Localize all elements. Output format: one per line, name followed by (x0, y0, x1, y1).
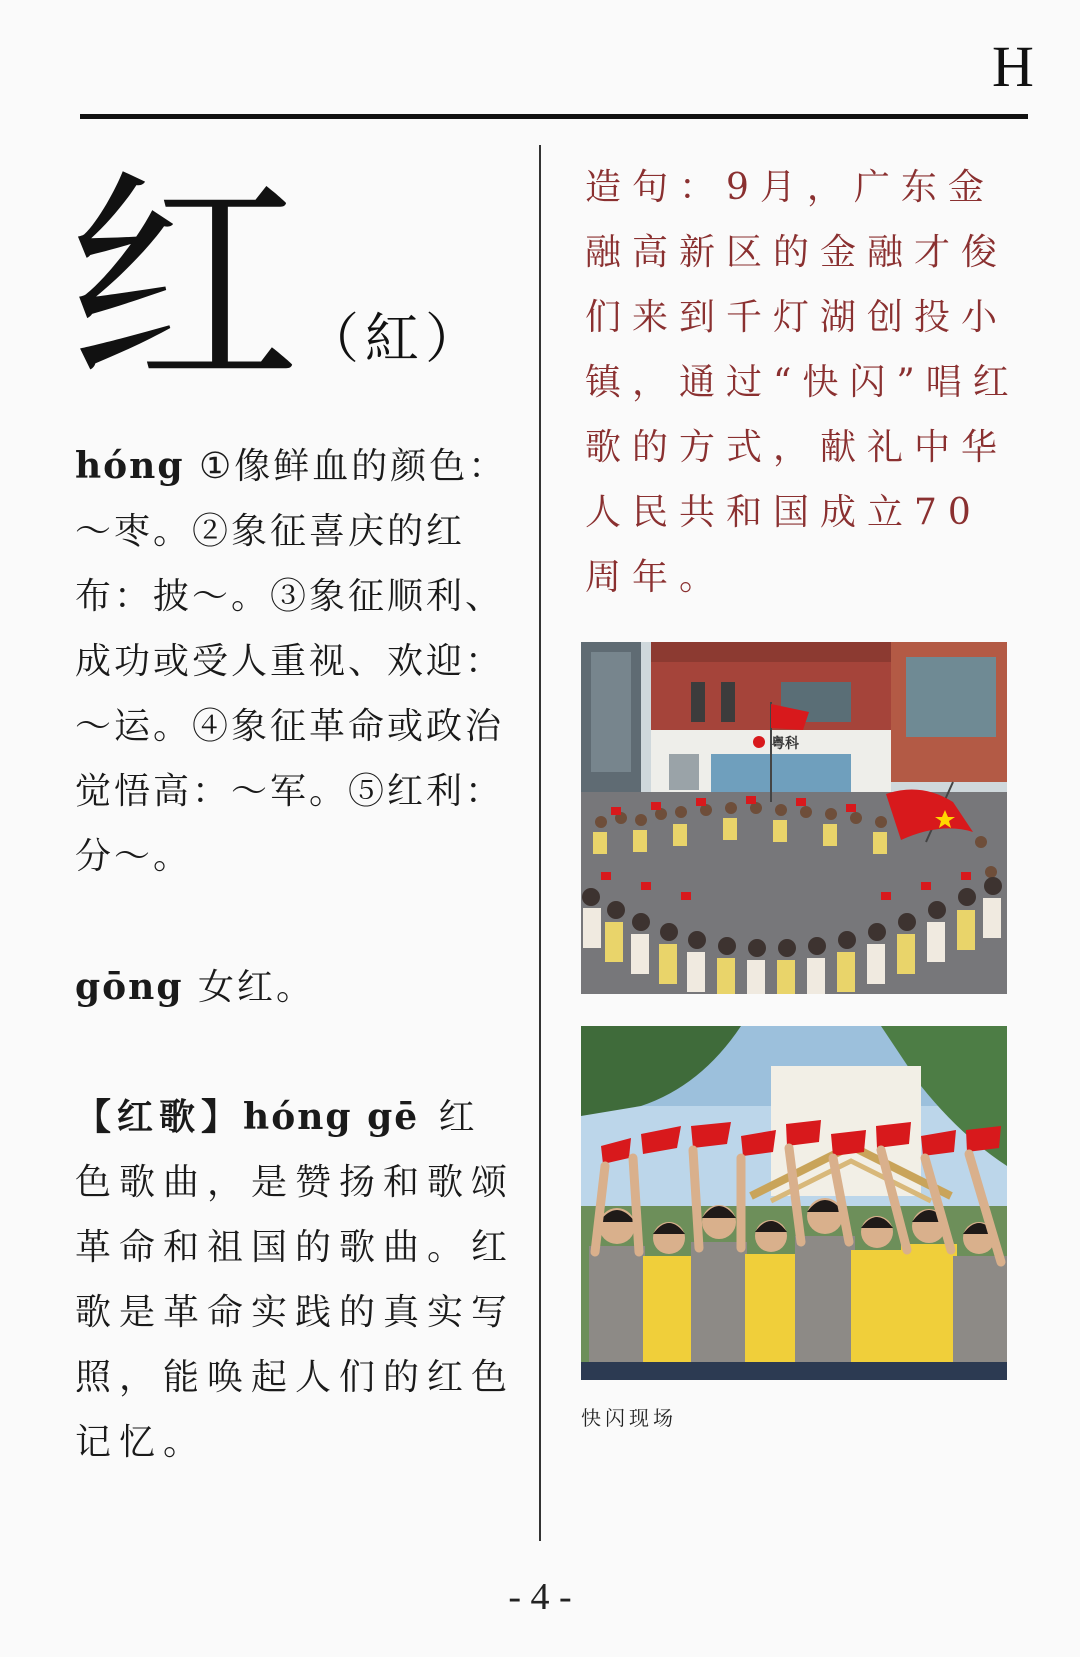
photo-caption: 快闪现场 (581, 1406, 677, 1430)
definition-hong-text: ①像鲜血的颜色：～枣。②象征喜庆的红布：披～。③象征顺利、成功或受人重视、欢迎：～运。④象征革命或政治觉悟高：～军。⑤红利：分～。 (75, 446, 508, 877)
pinyin-gong: gōng (75, 966, 184, 1008)
column-divider (539, 145, 541, 1541)
compound-pinyin: hóng gē (243, 1096, 420, 1138)
traditional-character: （紅） (305, 307, 485, 370)
compound-word: 【红歌】 (75, 1096, 244, 1138)
section-letter: H (992, 34, 1034, 99)
flash-mob-photo-building (581, 642, 1007, 994)
page-number: - 4 - (508, 1576, 572, 1618)
top-rule (80, 114, 1028, 119)
example-sentence: 造句：9月，广东金融高新区的金融才俊们来到千灯湖创投小镇，通过“快闪”唱红歌的方式，献礼中华人民共和国成立70周年。 (585, 167, 1020, 598)
building-sign-text: 粤科 (771, 736, 799, 752)
definition-gong-text: 女红。 (197, 967, 315, 1008)
compound-entry (75, 1085, 515, 1475)
headword-character: 红 (68, 149, 301, 419)
definition-gong (75, 955, 515, 1020)
compound-definition: 红色歌曲，是赞扬和歌颂革命和祖国的歌曲。红歌是革命实践的真实写照，能唤起人们的红色记忆。 (75, 1097, 516, 1463)
pinyin-hong: hóng (75, 445, 185, 487)
flash-mob-photo-students (581, 1026, 1007, 1380)
definition-hong (75, 434, 515, 889)
